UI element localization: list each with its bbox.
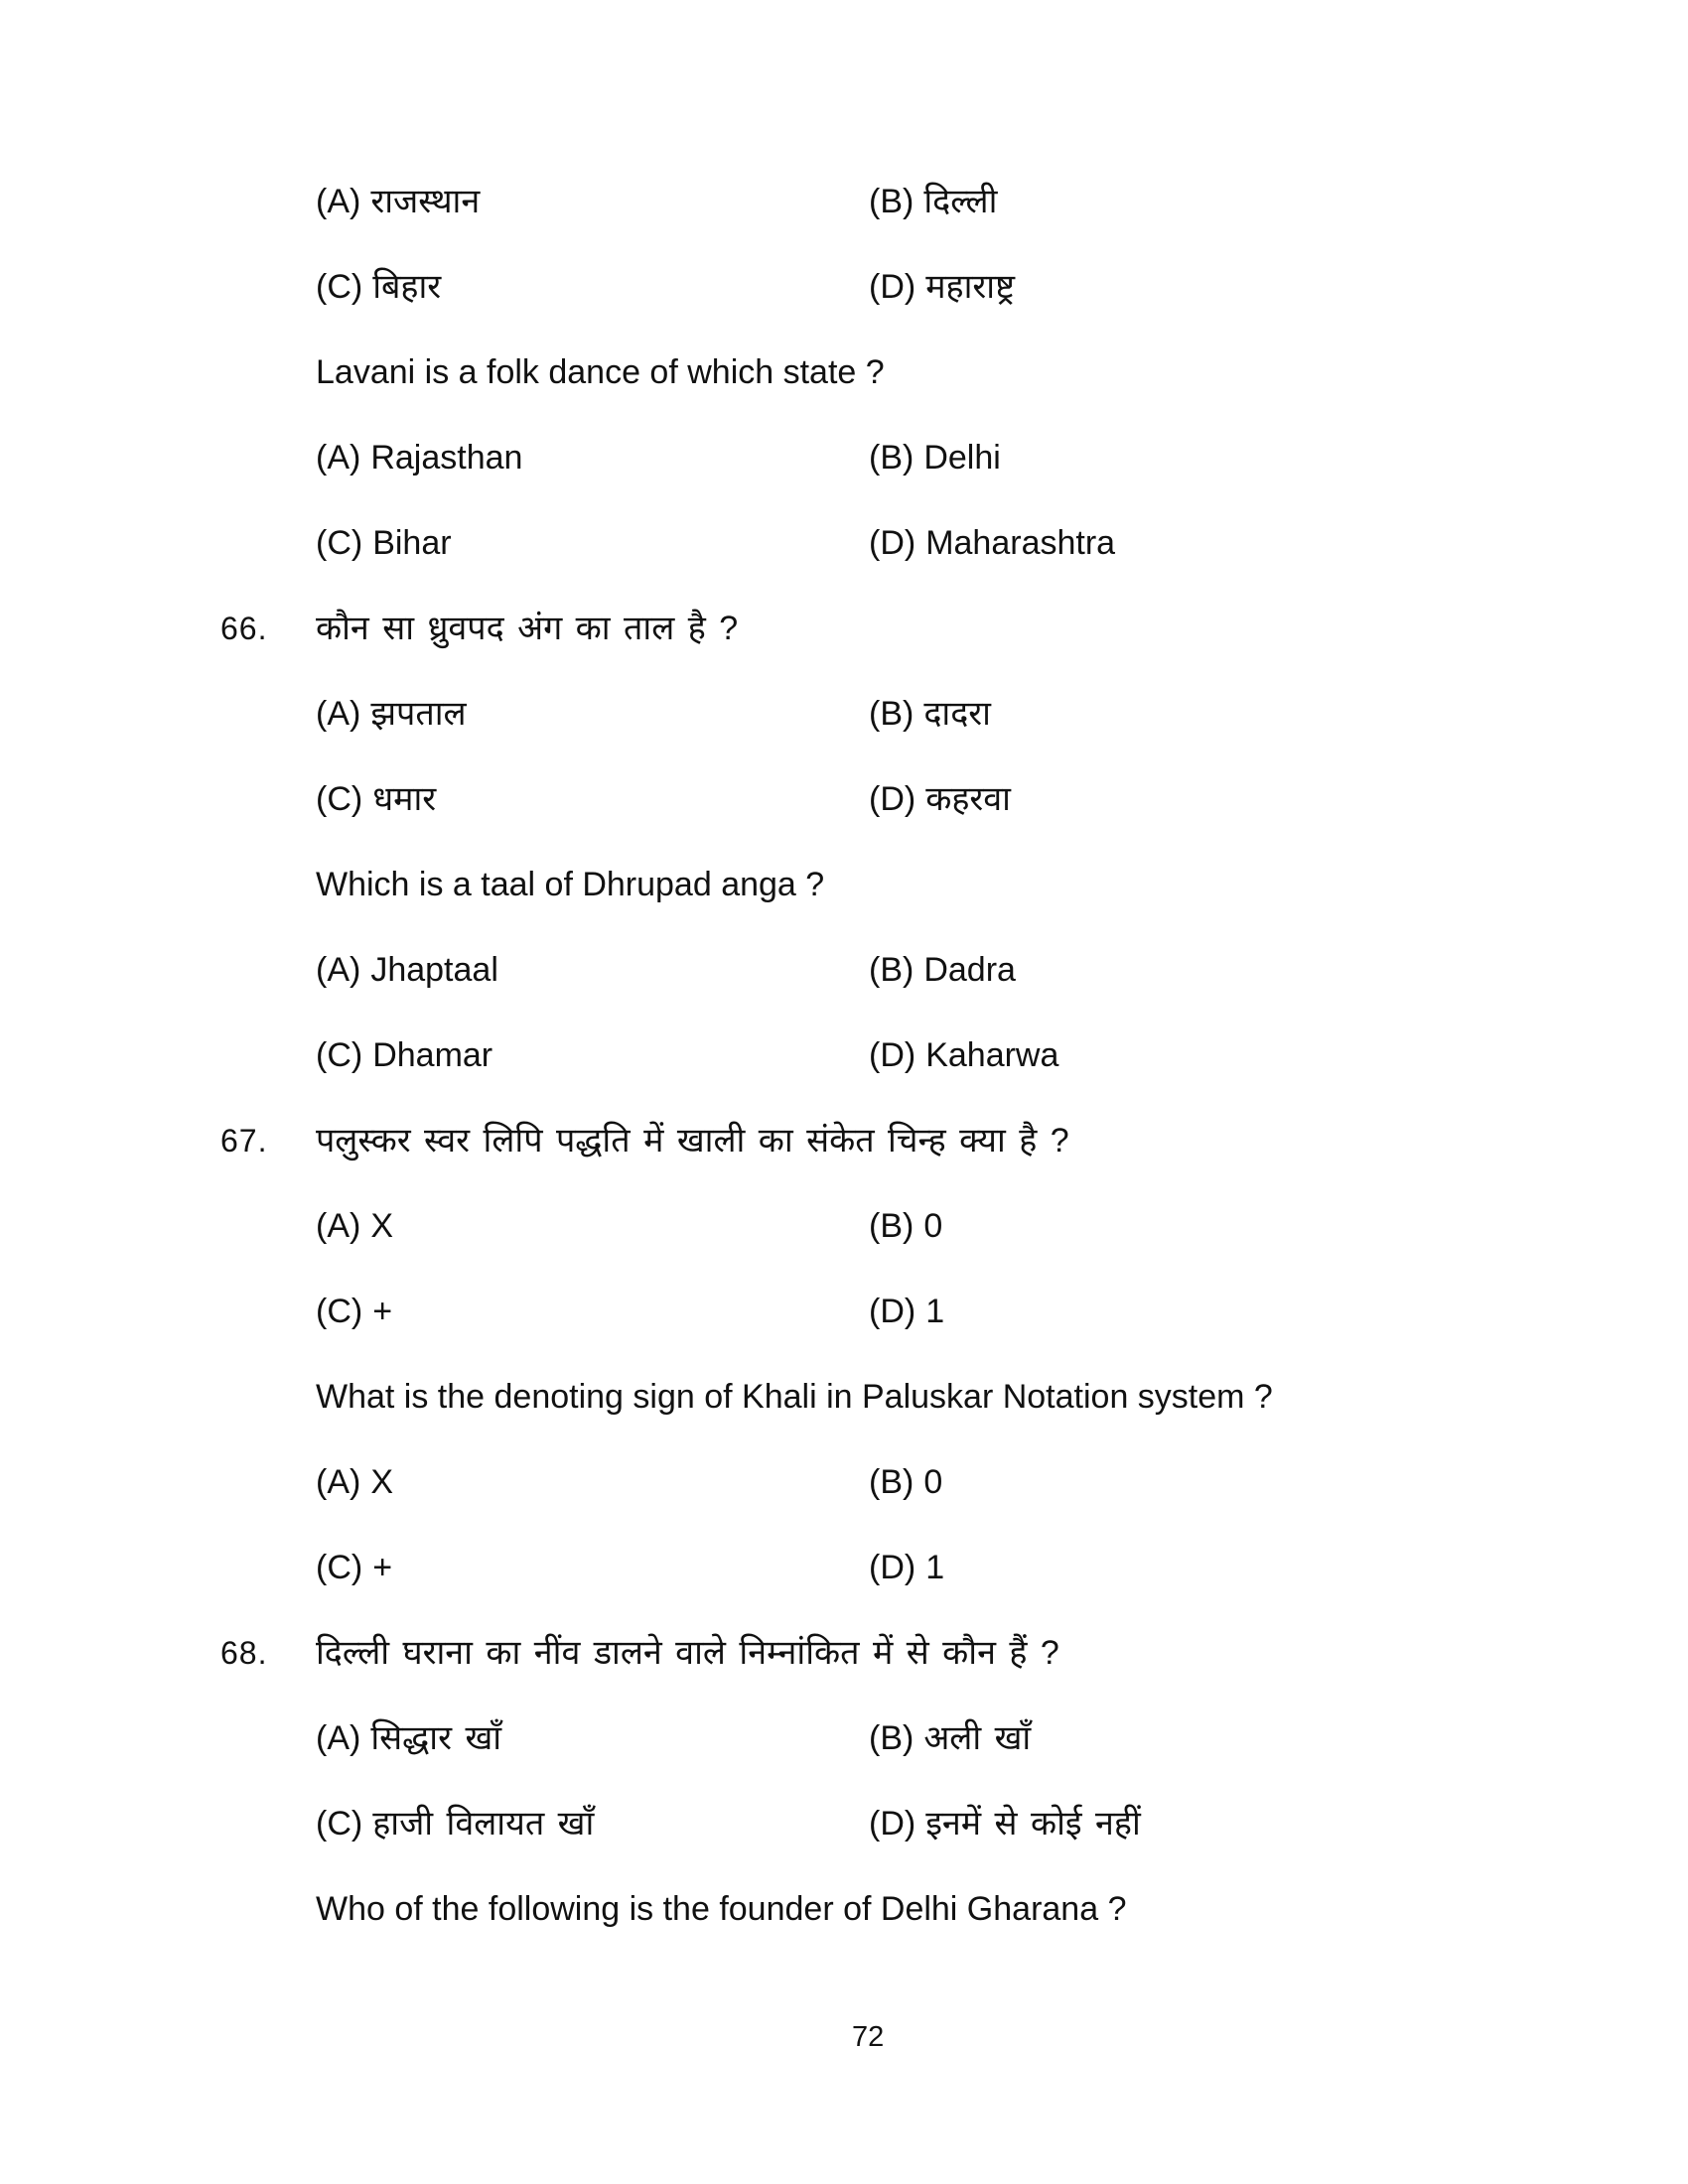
q67-english-option-b (869, 1459, 1628, 1505)
q67-hindi-option-b (869, 1203, 1628, 1249)
q67-english-option-d (869, 1545, 1628, 1590)
q66-english-options-row-1 (220, 947, 1628, 993)
q66-english-options-row-2 (220, 1032, 1628, 1078)
q65-english-options-row-1 (220, 435, 1628, 480)
option-label: (B) (869, 951, 914, 989)
q66-english-question: Which is a taal of Dhrupad anga ? (316, 866, 825, 903)
option-label: (D) (869, 1549, 916, 1586)
q68-hindi-option-b (869, 1715, 1628, 1761)
option-label: (A) (316, 183, 361, 220)
q68-hindi-option-d (869, 1801, 1628, 1846)
q65-hindi-option-c (316, 264, 869, 310)
option-label: (B) (869, 1719, 914, 1757)
q65-hindi-options-row-2 (220, 264, 1628, 310)
q66-english-option-b (869, 947, 1628, 993)
q65-english-option-c (316, 520, 869, 566)
option-label: (A) (316, 951, 361, 989)
option-text: बिहार (372, 268, 442, 306)
q68-hindi-options-row-2 (220, 1801, 1628, 1846)
option-label: (B) (869, 1463, 914, 1501)
q67-english-options-row-2 (220, 1545, 1628, 1590)
option-label: (D) (869, 1036, 916, 1074)
option-text: इनमें से कोई नहीं (925, 1805, 1141, 1843)
q65-english-options-row-2 (220, 520, 1628, 566)
q68-hindi-option-c (316, 1801, 869, 1846)
q67-hindi-options-row-2 (220, 1289, 1628, 1334)
question-number: 67. (220, 1123, 268, 1159)
option-label: (B) (869, 695, 914, 733)
option-text: हाजी विलायत खाँ (372, 1805, 595, 1843)
option-label: (C) (316, 1036, 363, 1074)
option-text: 1 (925, 1549, 945, 1586)
page-number: 72 (852, 2021, 885, 2053)
option-text: दिल्ली (923, 183, 998, 220)
option-text: Maharashtra (925, 524, 1116, 562)
q67-hindi-options-row-1 (220, 1203, 1628, 1249)
q66-hindi-option-a (316, 691, 869, 737)
q67-hindi-option-d (869, 1289, 1628, 1334)
q67-english-question: What is the denoting sign of Khali in Paluskar Notation system ? (316, 1378, 1273, 1416)
q68-hindi-question-line (220, 1630, 1628, 1676)
question-text-hindi: कौन सा ध्रुवपद अंग का ताल है ? (316, 610, 739, 647)
option-text: 0 (923, 1207, 943, 1245)
option-text: X (370, 1207, 394, 1245)
option-label: (D) (869, 1293, 916, 1330)
q65-english-option-d (869, 520, 1628, 566)
option-label: (C) (316, 1549, 363, 1586)
option-label: (A) (316, 1207, 361, 1245)
option-text: दादरा (923, 695, 991, 733)
option-label: (A) (316, 1719, 361, 1757)
option-label: (C) (316, 780, 363, 818)
option-text: + (372, 1293, 393, 1330)
option-text: कहरवा (925, 780, 1011, 818)
q65-english-option-b (869, 435, 1628, 480)
q65-hindi-options-row-1 (220, 179, 1628, 224)
option-text: Delhi (923, 439, 1001, 477)
q67-hindi-option-a (316, 1203, 869, 1249)
q66-hindi-question-line (220, 606, 1628, 651)
question-text-hindi: पलुस्कर स्वर लिपि पद्धति में खाली का संकेत चिन्ह क्या है ? (316, 1122, 1069, 1160)
q68-hindi-options-row-1 (220, 1715, 1628, 1761)
option-text: Kaharwa (925, 1036, 1059, 1074)
option-label: (C) (316, 1805, 363, 1843)
q67-english-option-c (316, 1545, 869, 1590)
option-label: (A) (316, 695, 361, 733)
option-label: (B) (869, 183, 914, 220)
question-number: 66. (220, 611, 268, 646)
option-text: Jhaptaal (370, 951, 498, 989)
question-text-hindi: दिल्ली घराना का नींव डालने वाले निम्नांकित में से कौन हैं ? (316, 1634, 1059, 1672)
q66-english-option-a (316, 947, 869, 993)
option-text: 0 (923, 1463, 943, 1501)
option-text: Dadra (923, 951, 1016, 989)
option-label: (C) (316, 1293, 363, 1330)
q66-hindi-option-b (869, 691, 1628, 737)
option-text: Rajasthan (370, 439, 523, 477)
q66-english-option-c (316, 1032, 869, 1078)
q65-english-question: Lavani is a folk dance of which state ? (316, 353, 885, 391)
option-label: (A) (316, 1463, 361, 1501)
option-text: महाराष्ट्र (925, 268, 1015, 306)
q68-hindi-option-a (316, 1715, 869, 1761)
option-text: धमार (372, 780, 437, 818)
q66-english-option-d (869, 1032, 1628, 1078)
option-label: (D) (869, 780, 916, 818)
q65-hindi-option-b (869, 179, 1628, 224)
q65-hindi-option-d (869, 264, 1628, 310)
option-text: सिद्धार खाँ (370, 1719, 502, 1757)
option-label: (C) (316, 524, 363, 562)
q68-english-question: Who of the following is the founder of Delhi Gharana ? (316, 1890, 1127, 1928)
q67-english-options-row-1 (220, 1459, 1628, 1505)
q67-english-option-a (316, 1459, 869, 1505)
q65-english-option-a (316, 435, 869, 480)
q67-hindi-option-c (316, 1289, 869, 1334)
option-label: (D) (869, 268, 916, 306)
q66-hindi-options-row-2 (220, 776, 1628, 822)
option-label: (C) (316, 268, 363, 306)
option-label: (D) (869, 524, 916, 562)
option-label: (D) (869, 1805, 916, 1843)
option-label: (A) (316, 439, 361, 477)
option-text: अली खाँ (923, 1719, 1032, 1757)
option-text: Bihar (372, 524, 452, 562)
option-text: 1 (925, 1293, 945, 1330)
option-label: (B) (869, 1207, 914, 1245)
option-text: X (370, 1463, 394, 1501)
option-label: (B) (869, 439, 914, 477)
q65-hindi-option-a (316, 179, 869, 224)
q66-hindi-option-c (316, 776, 869, 822)
q66-hindi-options-row-1 (220, 691, 1628, 737)
option-text: झपताल (370, 695, 467, 733)
option-text: Dhamar (372, 1036, 493, 1074)
option-text: राजस्थान (370, 183, 481, 220)
option-text: + (372, 1549, 393, 1586)
q67-hindi-question-line (220, 1118, 1628, 1163)
question-number: 68. (220, 1635, 268, 1671)
q66-hindi-option-d (869, 776, 1628, 822)
